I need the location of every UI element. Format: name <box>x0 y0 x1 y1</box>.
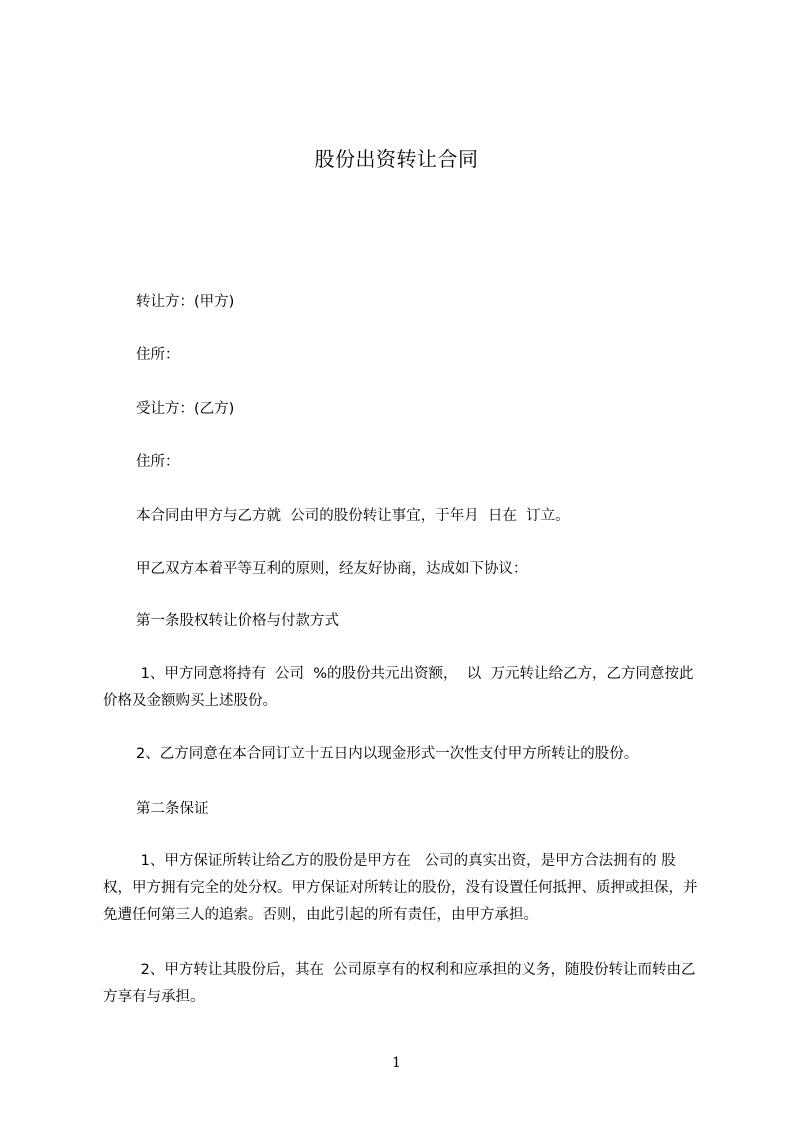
article-one-clause-2: 2、乙方同意在本合同订立十五日内以现金形式一次性支付甲方所转让的股份。 <box>136 746 639 762</box>
transferor-line: 转让方：(甲方) <box>136 294 235 310</box>
preamble-paragraph: 本合同由甲方与乙方就 公司的股份转让事宜，于年月 日在 订立。 <box>136 508 570 524</box>
article-one-clause-1: 1、甲方同意将持有 公司 %的股份共元出资额， 以 万元转让给乙方，乙方同意按此价格及金额购买上述股份。 <box>103 666 694 709</box>
transferor-address-line: 住所： <box>136 347 180 363</box>
document-title: 股份出资转让合同 <box>314 147 479 171</box>
article-one-heading: 第一条股权转让价格与付款方式 <box>136 613 339 629</box>
transferee-line: 受让方：(乙方) <box>136 401 235 417</box>
agreement-intro-paragraph: 甲乙双方本着平等互利的原则，经友好协商，达成如下协议： <box>136 561 528 577</box>
article-two-clause-2: 2、甲方转让其股份后，其在 公司原享有的权利和应承担的义务，随股份转让而转由乙方享有与承担。 <box>103 962 696 1005</box>
page-number: 1 <box>392 1055 401 1071</box>
article-two-clause-1: 1、甲方保证所转让给乙方的股份是甲方在 公司的真实出资，是甲方合法拥有的 股权，甲方拥有完全的处分权。甲方保证对所转让的股份，没有设置任何抵押、质押或担保，并免遭任何第三人的追索。否则，由此引起的所有责任，由甲方承担。 <box>103 853 698 923</box>
transferee-address-line: 住所： <box>136 454 180 470</box>
article-two-heading: 第二条保证 <box>136 801 209 817</box>
